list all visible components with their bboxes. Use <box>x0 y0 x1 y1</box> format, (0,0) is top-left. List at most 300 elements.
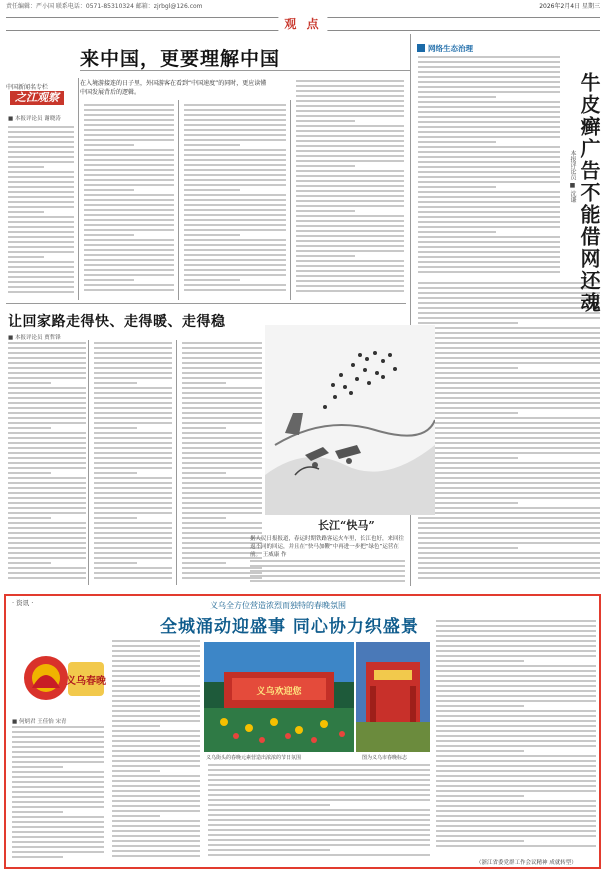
text-line <box>8 367 86 369</box>
text-line <box>296 90 404 92</box>
text-line <box>12 766 63 768</box>
text-line <box>418 131 560 133</box>
text-line <box>418 337 600 339</box>
text-line <box>8 457 86 459</box>
text-line <box>84 249 174 251</box>
text-line <box>184 114 286 116</box>
text-line <box>182 522 262 524</box>
text-line <box>418 236 560 238</box>
text-line <box>112 675 200 677</box>
text-line <box>84 209 174 211</box>
text-line <box>8 572 86 574</box>
text-line <box>8 427 51 429</box>
text-line <box>112 780 200 782</box>
text-line <box>418 402 600 404</box>
text-line <box>8 507 86 509</box>
text-line <box>418 312 600 314</box>
text-line <box>184 129 286 131</box>
text-line <box>12 726 104 728</box>
text-line <box>182 402 262 404</box>
text-line <box>112 760 200 762</box>
text-line <box>418 407 600 409</box>
text-line <box>418 307 600 309</box>
text-line <box>436 720 596 722</box>
text-line <box>296 120 355 122</box>
sidebar-marker-icon <box>417 44 425 52</box>
text-line <box>8 357 86 359</box>
text-line <box>418 332 600 334</box>
text-line <box>8 166 44 168</box>
text-line <box>184 109 286 111</box>
text-line <box>296 240 404 242</box>
text-line <box>12 836 104 838</box>
text-line <box>418 271 560 273</box>
text-line <box>418 477 600 479</box>
text-line <box>418 231 496 233</box>
text-line <box>418 246 560 248</box>
text-line <box>418 282 600 284</box>
text-line <box>8 201 74 203</box>
text-line <box>12 736 104 738</box>
text-line <box>112 710 200 712</box>
text-line <box>112 775 200 777</box>
text-line <box>184 139 286 141</box>
text-line <box>296 150 404 152</box>
text-line <box>436 815 596 817</box>
text-line <box>112 805 200 807</box>
text-line <box>84 284 174 286</box>
text-line <box>94 567 172 569</box>
text-line <box>12 786 104 788</box>
text-line <box>296 205 404 207</box>
text-line <box>8 141 74 143</box>
text-line <box>296 140 404 142</box>
text-line <box>8 567 86 569</box>
text-line <box>12 756 104 758</box>
text-line <box>182 427 226 429</box>
promo-headline: 全城涌动迎盛事 同心协力织盛景 <box>160 617 419 637</box>
text-line <box>296 230 404 232</box>
text-line <box>112 690 200 692</box>
text-line <box>8 477 86 479</box>
text-line <box>436 745 596 747</box>
text-line <box>436 750 524 752</box>
text-line <box>8 171 74 173</box>
text-line <box>418 382 600 384</box>
text-line <box>84 104 174 106</box>
text-line <box>84 224 174 226</box>
text-line <box>12 841 104 843</box>
text-line <box>418 211 560 213</box>
text-line <box>84 129 174 131</box>
text-line <box>418 76 560 78</box>
text-line <box>418 196 560 198</box>
text-line <box>296 235 404 237</box>
text-line <box>418 342 600 344</box>
cartoon-image <box>265 325 435 515</box>
promo-subtitle: 义乌全方位营造浓烈而独特的春晚氛围 <box>210 601 346 610</box>
text-line <box>208 819 430 821</box>
text-line <box>8 452 86 454</box>
text-line <box>8 342 86 344</box>
text-line <box>112 855 200 857</box>
text-line <box>418 256 560 258</box>
text-line <box>418 116 560 118</box>
text-line <box>112 745 200 747</box>
text-line <box>94 497 172 499</box>
text-line <box>418 96 496 98</box>
text-line <box>94 447 172 449</box>
text-line <box>84 259 174 261</box>
text-line <box>182 392 262 394</box>
text-line <box>436 800 596 802</box>
text-line <box>436 630 596 632</box>
text-line <box>112 790 200 792</box>
masthead <box>0 0 606 14</box>
text-line <box>250 570 405 572</box>
text-line <box>296 130 404 132</box>
text-line <box>8 407 86 409</box>
promo-footnote: （浙江省委党群工作会议精神 成就转型） <box>476 860 577 866</box>
text-line <box>184 284 286 286</box>
text-line <box>208 839 430 841</box>
text-line <box>8 522 86 524</box>
promo-byline: ■ 何炳君 王佳怡 宋青 <box>12 719 67 725</box>
text-line <box>8 156 74 158</box>
text-line <box>94 342 172 344</box>
text-line <box>8 261 74 263</box>
text-line <box>208 849 330 851</box>
text-line <box>8 221 74 223</box>
text-line <box>418 452 600 454</box>
text-line <box>296 135 404 137</box>
article2-headline: 让回家路走得快、走得暖、走得稳 <box>8 314 226 330</box>
text-line <box>418 487 600 489</box>
text-line <box>296 110 404 112</box>
text-line <box>94 472 137 474</box>
text-line <box>208 844 430 846</box>
text-line <box>8 577 86 579</box>
text-line <box>12 771 104 773</box>
text-line <box>112 815 160 817</box>
text-line <box>8 562 51 564</box>
text-line <box>182 422 262 424</box>
text-line <box>296 80 404 82</box>
text-line <box>84 194 174 196</box>
text-line <box>418 206 560 208</box>
text-line <box>296 275 404 277</box>
text-line <box>208 784 430 786</box>
text-line <box>418 542 600 544</box>
text-line <box>84 234 134 236</box>
column-badge <box>6 82 78 106</box>
text-line <box>184 209 286 211</box>
text-line <box>112 700 200 702</box>
text-line <box>8 196 74 198</box>
text-line <box>184 119 286 121</box>
text-line <box>436 790 596 792</box>
text-line <box>208 824 430 826</box>
text-line <box>94 452 172 454</box>
text-line <box>8 512 86 514</box>
text-line <box>94 542 172 544</box>
text-line <box>182 577 262 579</box>
text-line <box>184 174 286 176</box>
text-line <box>418 176 560 178</box>
text-line <box>8 437 86 439</box>
text-line <box>12 781 104 783</box>
text-line <box>8 497 86 499</box>
text-line <box>12 796 104 798</box>
text-line <box>112 740 200 742</box>
text-line <box>418 362 600 364</box>
text-line <box>8 462 86 464</box>
text-line <box>208 774 430 776</box>
masthead-contact: 责任编辑：严小国 联系电话：0571-85310324 邮箱：zjrbgl@126.com <box>6 3 203 10</box>
text-line <box>296 115 404 117</box>
text-line <box>12 826 104 828</box>
text-line <box>436 655 596 657</box>
text-line <box>418 492 600 494</box>
text-line <box>8 532 86 534</box>
text-line <box>94 512 172 514</box>
text-line <box>182 477 262 479</box>
text-line <box>418 302 600 304</box>
text-line <box>436 795 524 797</box>
text-line <box>182 507 262 509</box>
text-line <box>418 467 600 469</box>
promo-photo-gate <box>356 642 430 752</box>
text-line <box>418 156 560 158</box>
text-line <box>84 114 174 116</box>
text-line <box>436 845 596 847</box>
text-line <box>418 577 600 579</box>
text-line <box>208 799 430 801</box>
text-line <box>182 442 262 444</box>
text-line <box>418 352 600 354</box>
sidebar-title: 网络生态治理 <box>428 44 473 53</box>
text-line <box>208 764 430 766</box>
text-line <box>12 816 104 818</box>
text-line <box>296 200 404 202</box>
text-line <box>436 660 524 662</box>
text-line <box>8 191 74 193</box>
text-line <box>112 715 200 717</box>
text-line <box>94 562 137 564</box>
text-line <box>112 640 200 642</box>
text-line <box>8 552 86 554</box>
text-line <box>418 462 600 464</box>
text-line <box>8 186 74 188</box>
text-line <box>418 507 600 509</box>
text-line <box>418 372 600 374</box>
divider <box>176 340 177 585</box>
text-line <box>436 810 596 812</box>
divider <box>88 340 89 585</box>
text-line <box>184 154 286 156</box>
badge-top: 中国新闻名专栏 <box>6 84 49 91</box>
text-line <box>8 211 44 213</box>
text-line <box>436 760 596 762</box>
text-line <box>182 517 226 519</box>
cartoon-caption: 据人民日报报道，春运时期铁路客运火车里，长江也好，来回往返不同的回运，并且在“快马加鞭”中再进一步把“绿色”运营在前。 王威康 作 <box>250 536 405 558</box>
text-line <box>8 281 74 283</box>
text-line <box>436 825 596 827</box>
cartoon-drawing <box>265 325 435 515</box>
text-line <box>436 805 596 807</box>
text-line <box>94 392 172 394</box>
text-line <box>418 61 560 63</box>
text-line <box>296 160 404 162</box>
text-line <box>84 184 174 186</box>
text-line <box>8 362 86 364</box>
text-line <box>8 527 86 529</box>
text-line <box>94 352 172 354</box>
text-line <box>418 81 560 83</box>
text-line <box>112 735 200 737</box>
text-line <box>296 85 404 87</box>
promo-logo <box>16 648 108 710</box>
text-line <box>418 552 600 554</box>
divider <box>178 100 179 300</box>
text-line <box>418 422 600 424</box>
text-line <box>296 100 404 102</box>
photo-slogan: 义乌欢迎您 <box>256 687 302 697</box>
text-line <box>8 432 86 434</box>
text-line <box>296 290 404 292</box>
text-line <box>436 735 596 737</box>
text-line <box>112 665 200 667</box>
text-line <box>112 685 200 687</box>
text-line <box>418 482 600 484</box>
text-line <box>8 547 86 549</box>
text-line <box>8 181 74 183</box>
text-line <box>84 254 174 256</box>
text-line <box>182 387 262 389</box>
text-line <box>436 650 596 652</box>
text-line <box>184 234 240 236</box>
text-line <box>296 180 404 182</box>
text-line <box>436 785 596 787</box>
text-line <box>436 780 596 782</box>
text-line <box>418 442 600 444</box>
text-line <box>8 397 86 399</box>
text-line <box>84 124 174 126</box>
text-line <box>94 557 172 559</box>
photo1-caption: 义乌街头的春晚元素营造出浓浓的节日氛围 <box>206 755 302 761</box>
text-line <box>436 645 596 647</box>
text-line <box>418 397 600 399</box>
text-line <box>112 750 200 752</box>
text-line <box>84 144 134 146</box>
text-line <box>184 249 286 251</box>
text-line <box>94 422 172 424</box>
text-line <box>94 522 172 524</box>
promo-photo-street <box>204 642 354 752</box>
headline-rule <box>80 70 410 71</box>
masthead-date: 2026年2月4日 星期三 <box>539 3 600 10</box>
text-line <box>182 512 262 514</box>
text-line <box>182 382 226 384</box>
text-line <box>112 820 200 822</box>
text-line <box>250 565 405 567</box>
text-line <box>418 427 600 429</box>
text-line <box>8 126 74 128</box>
text-line <box>296 225 404 227</box>
text-line <box>182 352 262 354</box>
text-line <box>12 791 104 793</box>
text-line <box>182 447 262 449</box>
text-line <box>418 56 560 58</box>
text-line <box>418 66 560 68</box>
text-line <box>182 467 262 469</box>
text-line <box>184 229 286 231</box>
text-line <box>418 181 560 183</box>
text-line <box>184 184 286 186</box>
text-line <box>94 362 172 364</box>
text-line <box>182 357 262 359</box>
text-line <box>84 219 174 221</box>
text-line <box>84 119 174 121</box>
text-line <box>208 814 430 816</box>
text-line <box>436 680 596 682</box>
text-line <box>418 151 560 153</box>
text-line <box>436 685 596 687</box>
text-line <box>8 472 51 474</box>
text-line <box>94 437 172 439</box>
text-line <box>184 259 286 261</box>
text-line <box>8 266 74 268</box>
text-line <box>8 482 86 484</box>
text-line <box>436 700 596 702</box>
text-line <box>182 417 262 419</box>
text-line <box>250 575 405 577</box>
text-line <box>184 169 286 171</box>
text-line <box>112 725 160 727</box>
divider <box>6 303 406 304</box>
text-line <box>418 567 600 569</box>
text-line <box>84 274 174 276</box>
text-line <box>112 650 200 652</box>
text-line <box>418 537 600 539</box>
text-line <box>182 492 262 494</box>
text-line <box>208 804 330 806</box>
text-line <box>8 387 86 389</box>
text-line <box>418 106 560 108</box>
text-line <box>436 765 596 767</box>
text-line <box>418 71 560 73</box>
text-line <box>184 194 286 196</box>
text-line <box>184 104 286 106</box>
text-line <box>94 432 172 434</box>
text-line <box>418 241 560 243</box>
text-line <box>84 199 174 201</box>
main-lead: 在入境游接连的日子里，外国游客在看到“中国速度”的同时，更应读懂中国发展背后的逻辑。 <box>80 80 267 96</box>
text-line <box>296 220 404 222</box>
text-line <box>112 660 200 662</box>
text-line <box>182 532 262 534</box>
text-line <box>84 159 174 161</box>
text-line <box>94 487 172 489</box>
text-line <box>182 362 262 364</box>
text-line <box>418 347 600 349</box>
text-line <box>12 856 63 858</box>
section-label: 观 点 <box>278 17 327 31</box>
text-line <box>418 121 560 123</box>
text-line <box>94 372 172 374</box>
text-line <box>418 572 600 574</box>
text-line <box>84 149 174 151</box>
